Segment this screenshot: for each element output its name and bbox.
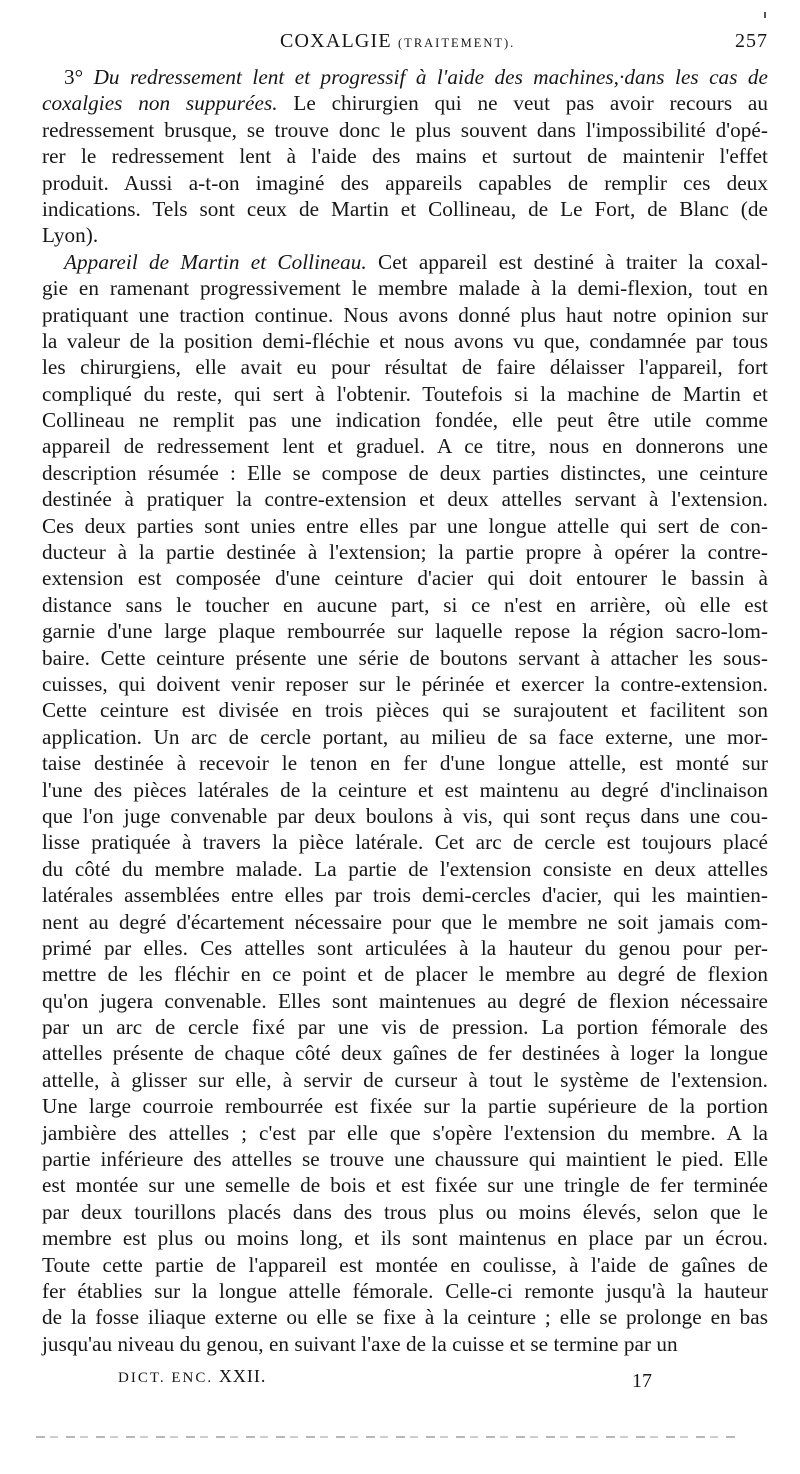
italic-text: Du redressement lent et progressif à l'aide des machines,·dans les cas de: [93, 65, 768, 89]
paragraph-first-line: [42, 249, 768, 275]
text-line: [42, 697, 768, 723]
text-line: [42, 1252, 768, 1278]
text-line: [42, 170, 768, 196]
text-line: [42, 1093, 768, 1119]
text-segment: Toute cette partie de l'appareil est montée en coulisse, à l'aide de gaînes de: [42, 1252, 768, 1277]
text-segment: jusqu'au niveau du genou, en suivant l'axe de la cuisse et se termine par un: [42, 1331, 678, 1356]
text-segment: Lyon).: [42, 223, 99, 248]
text-segment: Cet appareil est destiné à traiter la coxal-: [366, 249, 768, 274]
text-line: [42, 1067, 768, 1093]
text-line: [42, 592, 768, 618]
text-line: [42, 1304, 768, 1330]
text-segment: par un arc de cercle fixé par une vis de pression. La portion fémorale des: [42, 1015, 768, 1040]
text-segment: rer le redressement lent à l'aide des mains et surtout de maintenir l'effet: [42, 144, 768, 169]
text-segment: ducteur à la partie destinée à l'extension; la partie propre à opérer la contre-: [42, 540, 768, 565]
text-segment: jambière des attelles ; c'est par elle que s'opère l'extension du membre. A la: [42, 1120, 768, 1145]
text-line: [42, 407, 768, 433]
text-line: [42, 275, 768, 301]
text-line: [42, 513, 768, 539]
text-line: [42, 1172, 768, 1198]
text-line: [42, 645, 768, 671]
text-segment: primé par elles. Ces attelles sont articulées à la hauteur du genou pour per-: [42, 935, 768, 960]
signature-text: DICT. ENC.: [118, 1370, 214, 1386]
text-line: [42, 1199, 768, 1225]
text-line: [42, 381, 768, 407]
running-title-main: COXALGIE: [280, 30, 392, 52]
text-segment: fer établies sur la longue attelle fémorale. Celle-ci remonte jusqu'à la hauteur: [42, 1278, 768, 1303]
text-line: [42, 433, 768, 459]
text-line: [42, 328, 768, 354]
text-segment: gie en ramenant progressivement le membre malade à la demi-flexion, tout en: [42, 276, 768, 301]
text-line: [42, 988, 768, 1014]
text-segment: latérales assemblées entre elles par trois demi-cercles d'acier, qui les maintien-: [42, 883, 768, 908]
text-segment: par deux tourillons placés dans des trous plus ou moins élevés, selon que le: [42, 1199, 768, 1224]
text-segment: taise destinée à recevoir le tenon en fer d'une longue attelle, est monté sur: [42, 751, 768, 776]
text-line: [42, 90, 768, 116]
text-line: [42, 486, 768, 512]
text-segment: Cette ceinture est divisée en trois pièces qui se surajoutent et facilitent son: [42, 698, 768, 723]
text-segment: de la fosse iliaque externe ou elle se fixe à la ceinture ; elle se prolonge en bas: [42, 1305, 768, 1330]
text-segment: membre est plus ou moins long, et ils sont maintenus en place par un écrou.: [42, 1226, 768, 1251]
text-line: [42, 935, 768, 961]
text-segment: Ces deux parties sont unies entre elles par une longue attelle qui sert de con-: [42, 513, 768, 538]
text-line: [42, 909, 768, 935]
text-line: [42, 354, 768, 380]
text-segment: produit. Aussi a-t-on imaginé des appareils capables de remplir ces deux: [42, 170, 768, 195]
text-segment: pratiquant une traction continue. Nous avons donné plus haut notre opinion sur: [42, 302, 768, 327]
text-line: [42, 1225, 768, 1251]
running-title: [280, 30, 515, 53]
text-line: [42, 671, 768, 697]
running-head: [0, 30, 800, 58]
text-segment: la valeur de la position demi-fléchie et nous avons vu que, condamnée par tous: [42, 328, 768, 353]
text-segment: attelle, à glisser sur elle, à servir de curseur à tout le système de l'extension.: [42, 1067, 768, 1092]
running-title-sub: (TRAITEMENT).: [398, 36, 516, 50]
text-segment: du côté du membre malade. La partie de l'extension consiste en deux attelles: [42, 856, 768, 881]
text-segment: description résumée : Elle se compose de deux parties distinctes, une ceinture: [42, 460, 768, 485]
text-segment: lisse pratiquée à travers la pièce latérale. Cet arc de cercle est toujours placé: [42, 830, 768, 855]
text-segment: extension est composée d'une ceinture d'acier qui doit entourer le bassin à: [42, 566, 768, 591]
italic-text: coxalgies non suppurées.: [42, 91, 278, 116]
text-line: [42, 565, 768, 591]
text-segment: cuisses, qui doivent venir reposer sur le périnée et exercer la contre-extension.: [42, 671, 768, 696]
text-segment: indications. Tels sont ceux de Martin et Collineau, de Le Fort, de Blanc (de: [42, 196, 768, 221]
text-segment: l'une des pièces latérales de la ceinture et est maintenu au degré d'inclinaison: [42, 777, 768, 802]
text-segment: Le chirurgien qui ne veut pas avoir recours au: [277, 91, 768, 116]
text-line: [42, 222, 768, 248]
text-line: [42, 117, 768, 143]
text-line: [42, 961, 768, 987]
text-segment: mettre de les fléchir en ce point et de placer le membre au degré de flexion: [42, 962, 768, 987]
text-segment: appareil de redressement lent et graduel. A ce titre, nous en donnerons une: [42, 434, 768, 459]
printer-signature: [118, 1366, 266, 1387]
text-segment: Une large courroie rembourrée est fixée sur la partie supérieure de la portion: [42, 1094, 768, 1119]
text-segment: nent au degré d'écartement nécessaire pour que le membre ne soit jamais com-: [42, 909, 768, 934]
text-line: [42, 829, 768, 855]
paragraph-first-line: [42, 64, 768, 90]
page-number: 257: [735, 30, 768, 52]
text-segment: Collineau ne remplit pas une indication fondée, elle peut être utile comme: [42, 408, 768, 433]
text-line: [42, 460, 768, 486]
text-line: [42, 143, 768, 169]
text-segment: distance sans le toucher en aucune part, si ce n'est en arrière, où elle est: [42, 592, 768, 617]
text-line: [42, 750, 768, 776]
volume-number: XXII.: [218, 1366, 267, 1386]
text-segment: est montée sur une semelle de bois et est fixée sur une tringle de fer terminée: [42, 1173, 768, 1198]
text-segment: redressement brusque, se trouve donc le plus souvent dans l'impossibilité d'opé-: [42, 117, 768, 142]
text-segment: compliqué du reste, qui sert à l'obtenir. Toutefois si la machine de Martin et: [42, 381, 768, 406]
text-line: [42, 724, 768, 750]
scan-mark: [764, 12, 766, 18]
text-segment: que l'on juge convenable par deux boulons à vis, qui sont reçus dans une cou-: [42, 803, 768, 828]
text-segment: garnie d'une large plaque rembourrée sur laquelle repose la région sacro-lom-: [42, 619, 768, 644]
text-line: [42, 1040, 768, 1066]
text-segment: baire. Cette ceinture présente une série de boutons servant à attacher les sous-: [42, 645, 768, 670]
text-line: [42, 618, 768, 644]
text-line: [42, 1014, 768, 1040]
body-text: [42, 64, 768, 1357]
text-line: [42, 1278, 768, 1304]
text-segment: 3°: [64, 65, 94, 89]
text-line: [42, 803, 768, 829]
italic-text: Appareil de Martin et Collineau.: [64, 249, 367, 274]
text-segment: qu'on jugera convenable. Elles sont maintenues au degré de flexion nécessaire: [42, 988, 768, 1013]
text-line: [42, 777, 768, 803]
text-segment: destinée à pratiquer la contre-extension et deux attelles servant à l'extension.: [42, 487, 768, 512]
text-segment: application. Un arc de cercle portant, au milieu de sa face externe, une mor-: [42, 724, 768, 749]
text-line: [42, 882, 768, 908]
text-line: [42, 856, 768, 882]
scan-noise-line: [36, 1436, 736, 1438]
text-line: [42, 1120, 768, 1146]
sheet-number: 17: [632, 1370, 652, 1392]
page-footer: [0, 1366, 800, 1396]
text-segment: attelles présente de chaque côté deux gaînes de fer destinées à loger la longue: [42, 1041, 768, 1066]
text-segment: les chirurgiens, elle avait eu pour résultat de faire délaisser l'appareil, fort: [42, 355, 768, 380]
text-line: [42, 1331, 768, 1357]
text-line: [42, 196, 768, 222]
text-segment: partie inférieure des attelles se trouve une chaussure qui maintient le pied. Elle: [42, 1147, 768, 1172]
text-line: [42, 302, 768, 328]
text-line: [42, 539, 768, 565]
text-line: [42, 1146, 768, 1172]
